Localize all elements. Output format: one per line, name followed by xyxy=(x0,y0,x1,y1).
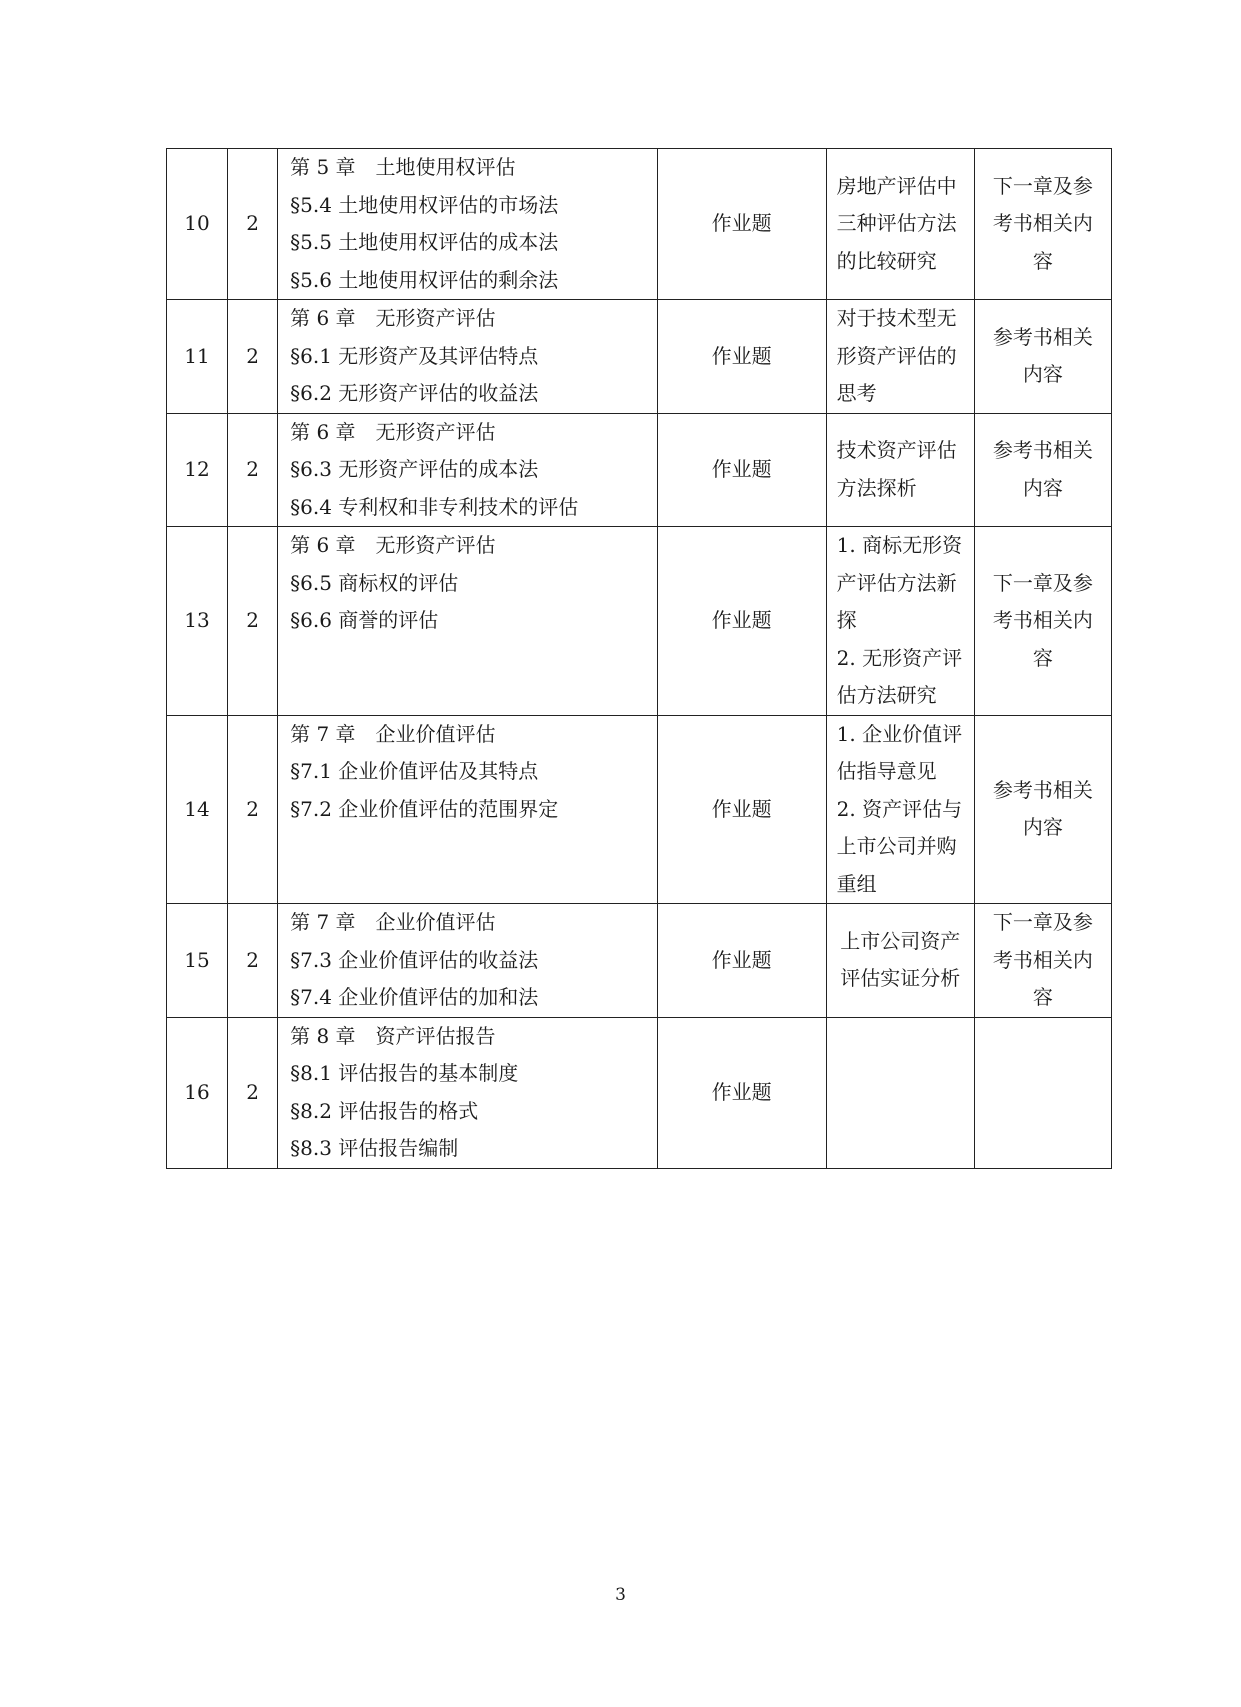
content-cell xyxy=(278,715,657,904)
discussion-line: 技术资产评估 xyxy=(836,438,957,463)
discussion-line: 上市公司资产 xyxy=(840,928,961,953)
homework-cell: 作业题 xyxy=(657,149,826,300)
content-line: §5.4 土地使用权评估的市场法 xyxy=(290,192,559,217)
reading-line: 内容 xyxy=(1022,815,1063,840)
content-line: 第 6 章 无形资产评估 xyxy=(290,533,496,557)
content-line: §6.1 无形资产及其评估特点 xyxy=(290,343,539,368)
reading-line: 考书相关内 xyxy=(992,947,1093,972)
discussion-cell xyxy=(826,413,974,527)
discussion-line: 对于技术型无 xyxy=(836,306,957,330)
discussion-line: 产评估方法新 xyxy=(836,570,957,595)
discussion-line: 1. 企业价值评 xyxy=(836,721,963,746)
discussion-line: 2. 资产评估与 xyxy=(836,796,963,821)
content-line: 第 7 章 企业价值评估 xyxy=(290,721,496,746)
reading-line: 内容 xyxy=(1022,475,1063,500)
content-line: §6.3 无形资产评估的成本法 xyxy=(290,457,539,481)
reading-cell xyxy=(974,527,1111,716)
week-cell: 10 xyxy=(167,149,228,300)
table-row xyxy=(167,149,1112,300)
table-row xyxy=(167,1017,1112,1168)
content-cell xyxy=(278,149,657,300)
discussion-line: 探 xyxy=(836,608,857,632)
content-line: §6.4 专利权和非专利技术的评估 xyxy=(290,494,579,519)
discussion-line: 1. 商标无形资 xyxy=(836,533,963,557)
page-number: 3 xyxy=(615,1585,626,1605)
reading-line: 考书相关内 xyxy=(992,211,1093,236)
content-line: 第 8 章 资产评估报告 xyxy=(290,1023,496,1048)
hours-cell: 2 xyxy=(228,527,278,716)
content-line: §5.5 土地使用权评估的成本法 xyxy=(290,230,559,254)
content-cell xyxy=(278,1017,657,1168)
discussion-line: 评估实证分析 xyxy=(840,966,961,991)
content-line xyxy=(290,866,656,904)
content-line: §8.2 评估报告的格式 xyxy=(290,1098,479,1123)
content-cell xyxy=(278,527,657,716)
reading-line: 下一章及参 xyxy=(992,173,1093,198)
discussion-line: 上市公司并购 xyxy=(836,834,957,858)
content-line: 第 6 章 无形资产评估 xyxy=(290,306,496,330)
homework-cell: 作业题 xyxy=(657,715,826,904)
reading-cell xyxy=(974,413,1111,527)
discussion-line: 形资产评估的 xyxy=(836,343,957,368)
content-cell xyxy=(278,300,657,414)
discussion-cell xyxy=(826,300,974,414)
discussion-cell xyxy=(826,904,974,1018)
discussion-cell xyxy=(826,149,974,300)
content-line: §7.2 企业价值评估的范围界定 xyxy=(290,796,559,821)
hours-cell: 2 xyxy=(228,149,278,300)
content-line: §8.3 评估报告编制 xyxy=(290,1136,459,1160)
content-line xyxy=(290,640,656,678)
reading-line: 容 xyxy=(1032,645,1053,670)
content-line: §7.1 企业价值评估及其特点 xyxy=(290,759,539,783)
homework-cell: 作业题 xyxy=(657,300,826,414)
discussion-line: 估指导意见 xyxy=(836,759,937,783)
discussion-cell xyxy=(826,1017,974,1168)
reading-cell xyxy=(974,300,1111,414)
content-line xyxy=(290,828,656,866)
content-line xyxy=(290,677,656,715)
hours-cell: 2 xyxy=(228,300,278,414)
week-cell: 12 xyxy=(167,413,228,527)
content-line: §5.6 土地使用权评估的剩余法 xyxy=(290,267,559,292)
reading-line: 考书相关内 xyxy=(992,608,1093,632)
reading-line: 下一章及参 xyxy=(992,570,1093,595)
reading-cell xyxy=(974,149,1111,300)
discussion-line: 思考 xyxy=(836,381,877,405)
table-row xyxy=(167,904,1112,1018)
reading-cell xyxy=(974,1017,1111,1168)
hours-cell: 2 xyxy=(228,413,278,527)
content-line: §6.6 商誉的评估 xyxy=(290,608,439,632)
content-line: 第 5 章 土地使用权评估 xyxy=(290,155,516,179)
table-row xyxy=(167,527,1112,716)
content-line: §6.2 无形资产评估的收益法 xyxy=(290,381,539,405)
week-cell: 15 xyxy=(167,904,228,1018)
homework-cell: 作业题 xyxy=(657,413,826,527)
content-line: §7.3 企业价值评估的收益法 xyxy=(290,947,539,972)
discussion-line: 2. 无形资产评 xyxy=(836,645,963,670)
reading-line: 参考书相关 xyxy=(992,438,1093,463)
homework-cell: 作业题 xyxy=(657,527,826,716)
content-cell xyxy=(278,904,657,1018)
content-line: §8.1 评估报告的基本制度 xyxy=(290,1061,519,1085)
content-line: 第 7 章 企业价值评估 xyxy=(290,910,496,934)
reading-cell xyxy=(974,715,1111,904)
week-cell: 14 xyxy=(167,715,228,904)
content-line: §7.4 企业价值评估的加和法 xyxy=(290,985,539,1009)
week-cell: 11 xyxy=(167,300,228,414)
homework-cell: 作业题 xyxy=(657,1017,826,1168)
reading-line: 参考书相关 xyxy=(992,324,1093,349)
week-cell: 16 xyxy=(167,1017,228,1168)
discussion-line: 三种评估方法 xyxy=(836,211,957,236)
course-schedule-table xyxy=(166,148,1112,1169)
content-cell xyxy=(278,413,657,527)
hours-cell: 2 xyxy=(228,715,278,904)
table-row xyxy=(167,413,1112,527)
content-line: 第 6 章 无形资产评估 xyxy=(290,419,496,444)
reading-line: 容 xyxy=(1032,985,1053,1009)
table-row xyxy=(167,715,1112,904)
reading-cell xyxy=(974,904,1111,1018)
content-line: §6.5 商标权的评估 xyxy=(290,570,459,595)
reading-line: 内容 xyxy=(1022,362,1063,387)
homework-cell: 作业题 xyxy=(657,904,826,1018)
discussion-line: 方法探析 xyxy=(836,475,917,500)
reading-line: 容 xyxy=(1032,248,1053,273)
week-cell: 13 xyxy=(167,527,228,716)
discussion-line: 重组 xyxy=(836,871,877,896)
discussion-line: 房地产评估中 xyxy=(836,173,957,198)
discussion-cell xyxy=(826,715,974,904)
hours-cell: 2 xyxy=(228,1017,278,1168)
discussion-line: 估方法研究 xyxy=(836,683,937,707)
table-row xyxy=(167,300,1112,414)
reading-line: 参考书相关 xyxy=(992,777,1093,802)
reading-line: 下一章及参 xyxy=(992,910,1093,934)
hours-cell: 2 xyxy=(228,904,278,1018)
schedule-body xyxy=(167,149,1112,1169)
discussion-line: 的比较研究 xyxy=(836,248,937,273)
discussion-cell xyxy=(826,527,974,716)
